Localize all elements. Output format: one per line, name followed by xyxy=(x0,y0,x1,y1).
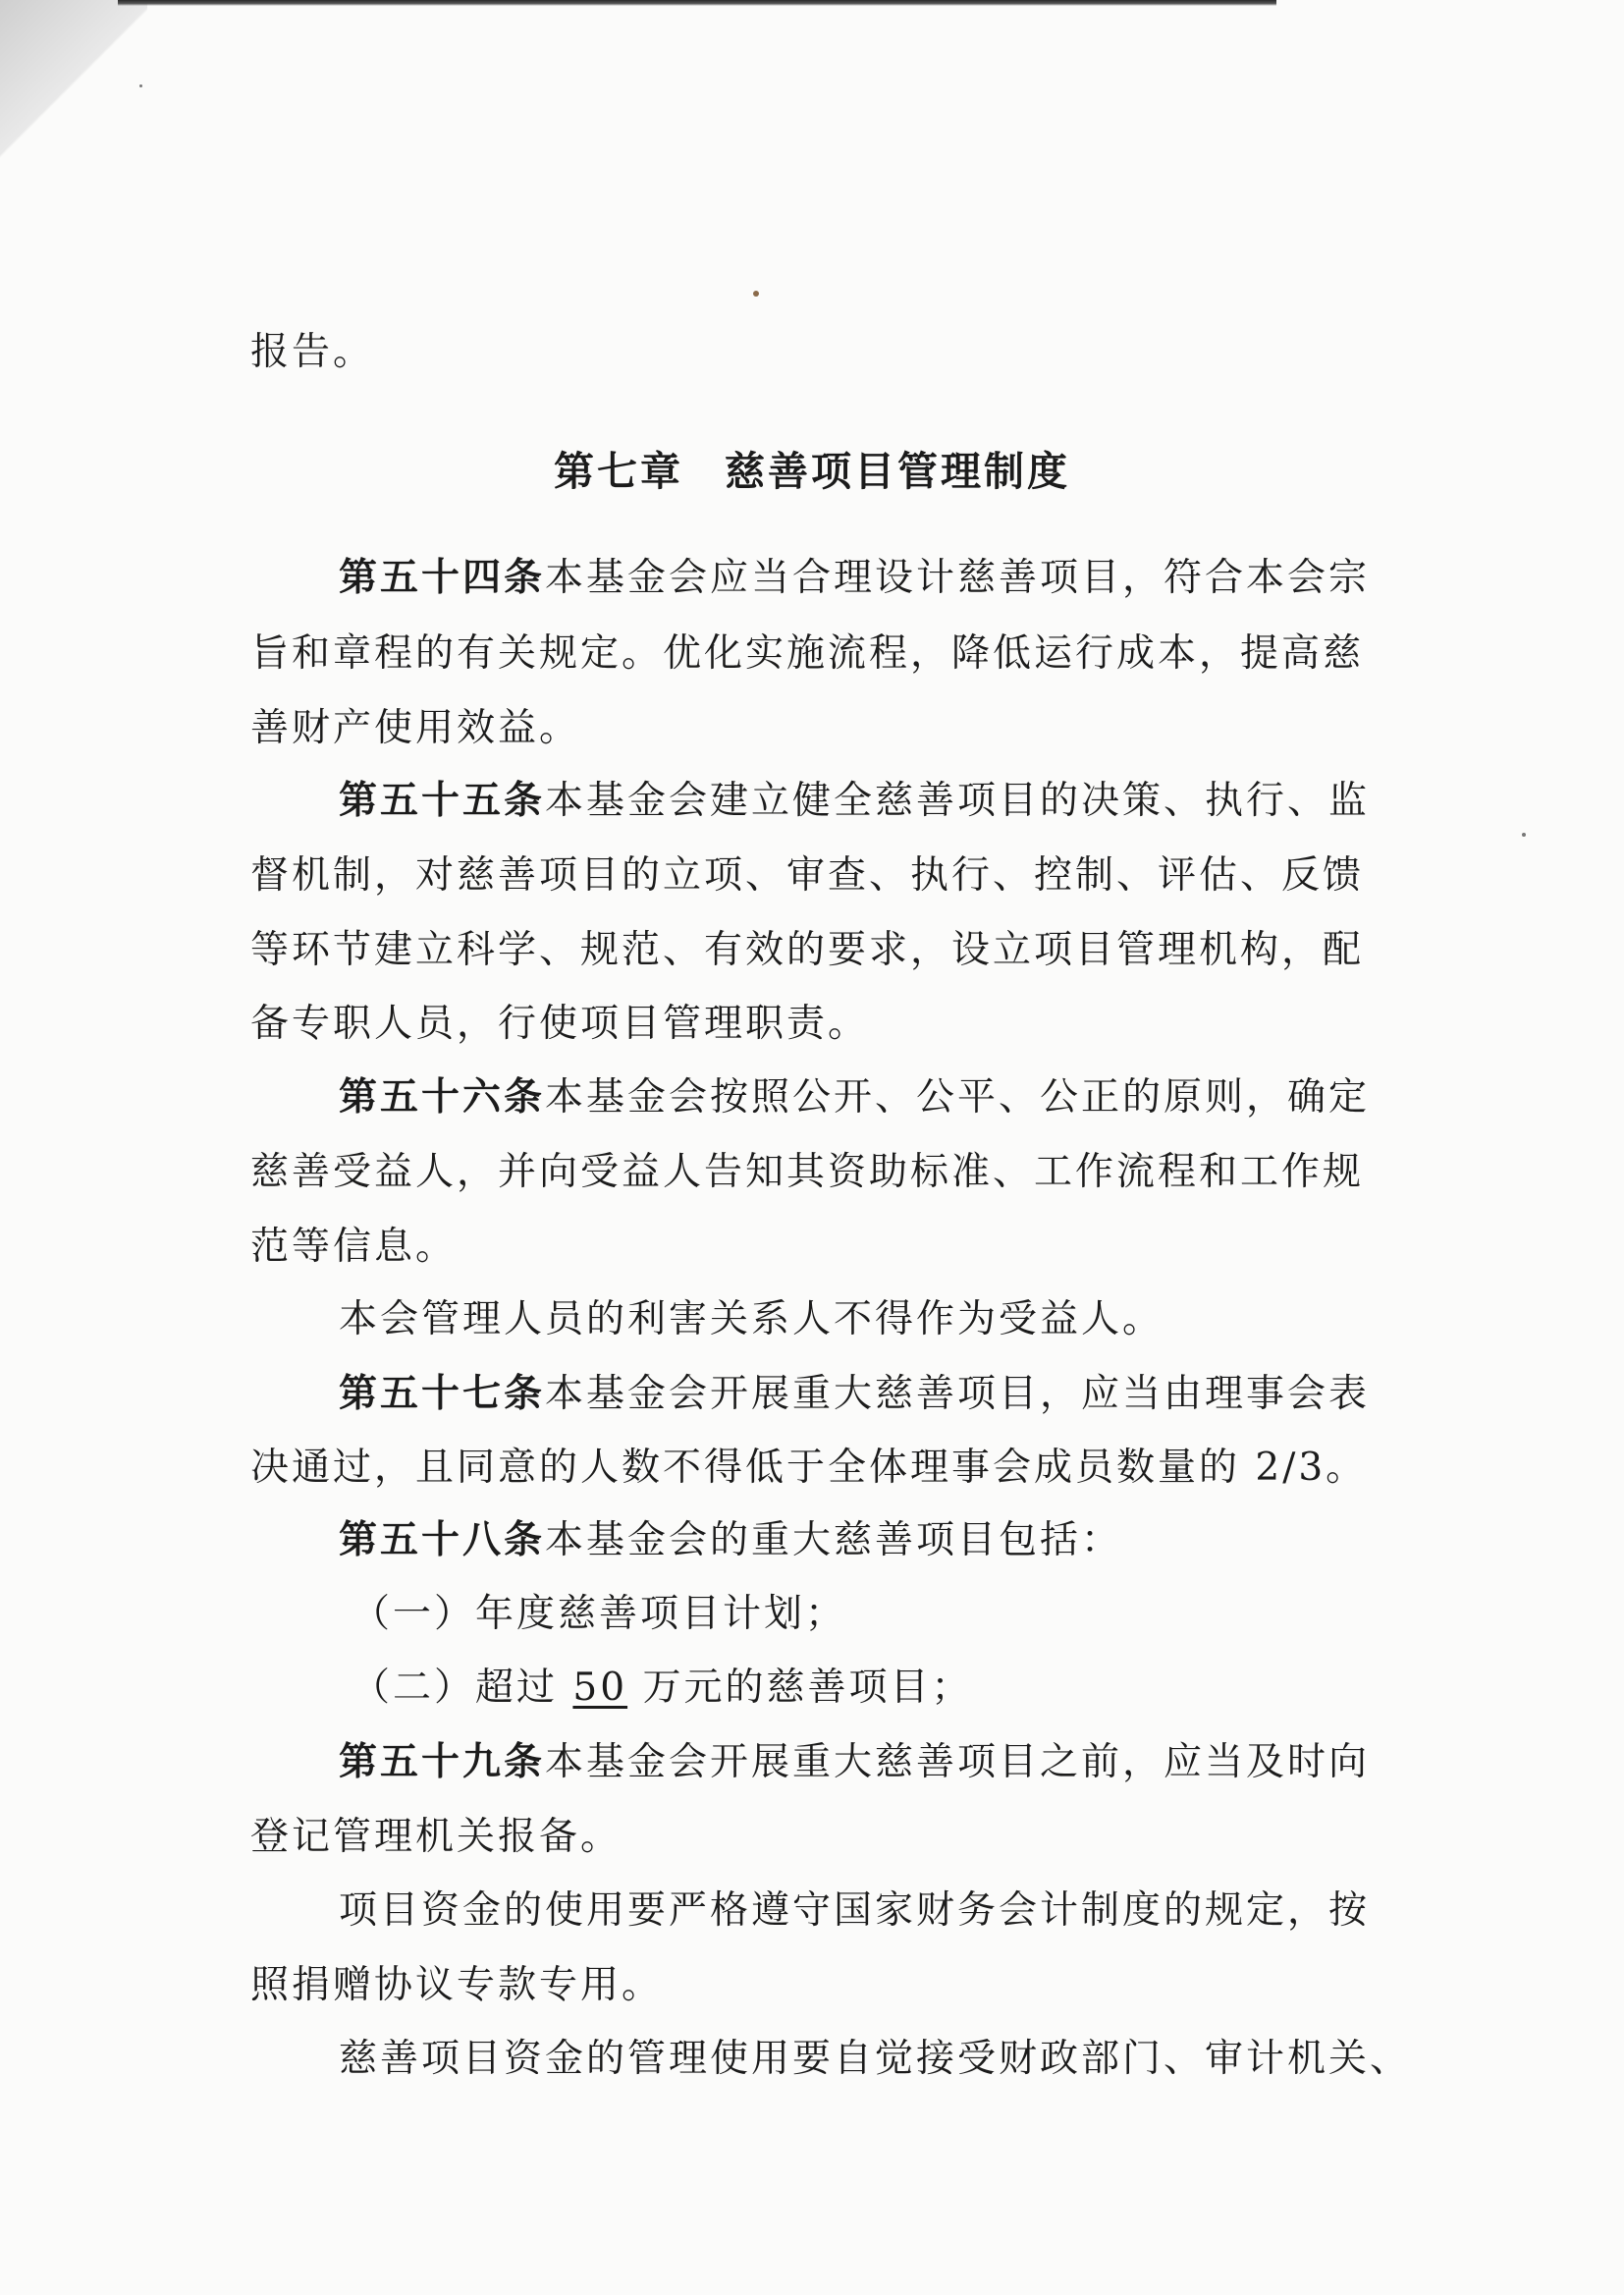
list-item xyxy=(352,1667,972,1710)
article-55-line-3: 等环节建立科学、规范、有效的要求，设立项目管理机构，配 xyxy=(250,928,1365,972)
article-label: 第五十七条 xyxy=(339,1372,546,1416)
carry-over-text: 报告。 xyxy=(250,330,375,374)
article-label: 第五十九条 xyxy=(339,1740,546,1784)
scan-top-edge xyxy=(118,0,1276,6)
article-55-line-4: 备专职人员，行使项目管理职责。 xyxy=(250,1002,870,1046)
article-56-line-1 xyxy=(339,1076,1370,1120)
article-55-line-2: 督机制，对慈善项目的立项、审查、执行、控制、评估、反馈 xyxy=(250,853,1365,898)
list-item xyxy=(352,1593,846,1636)
list-item-text: 年度慈善项目计划； xyxy=(475,1592,847,1636)
article-label: 第五十八条 xyxy=(339,1518,546,1562)
scan-speck xyxy=(1522,833,1526,837)
article-59-line-1 xyxy=(339,1741,1370,1784)
list-item-text-post: 万元的慈善项目； xyxy=(627,1666,973,1710)
article-text: 本基金会开展重大慈善项目之前，应当及时向 xyxy=(545,1740,1371,1784)
article-54-line-3: 善财产使用效益。 xyxy=(250,706,581,750)
article-56-line-2: 慈善受益人，并向受益人告知其资助标准、工作流程和工作规 xyxy=(250,1150,1365,1194)
article-text: 本基金会应当合理设计慈善项目，符合本会宗 xyxy=(545,556,1371,600)
list-item-number: （一） xyxy=(352,1592,476,1636)
article-text: 本基金会的重大慈善项目包括： xyxy=(545,1518,1123,1562)
amount-underlined: 50 xyxy=(572,1666,628,1710)
article-56-line-3: 范等信息。 xyxy=(250,1225,458,1269)
article-text: 本基金会按照公开、公平、公正的原则，确定 xyxy=(545,1075,1371,1120)
article-57-line-2: 决通过，且同意的人数不得低于全体理事会成员数量的 2/3。 xyxy=(250,1446,1368,1490)
article-text: 本基金会开展重大慈善项目，应当由理事会表 xyxy=(545,1372,1371,1416)
paragraph-line: 项目资金的使用要严格遵守国家财务会计制度的规定，按 xyxy=(339,1888,1371,1933)
chapter-number: 第七章 xyxy=(554,448,683,495)
scan-page-corner xyxy=(0,0,147,196)
chapter-title: 慈善项目管理制度 xyxy=(725,448,1070,495)
article-54-line-1 xyxy=(339,557,1370,600)
article-57-line-1 xyxy=(339,1373,1370,1416)
article-55-line-1 xyxy=(339,780,1370,823)
paragraph-line: 慈善项目资金的管理使用要自觉接受财政部门、审计机关、 xyxy=(339,2037,1412,2081)
chapter-heading xyxy=(0,439,1624,497)
list-item-text-pre: 超过 xyxy=(475,1666,573,1710)
article-59-line-2: 登记管理机关报备。 xyxy=(250,1815,623,1859)
article-54-line-2: 旨和章程的有关规定。优化实施流程，降低运行成本，提高慈 xyxy=(250,631,1365,676)
article-text: 本基金会建立健全慈善项目的决策、执行、监 xyxy=(545,779,1371,823)
scan-speck xyxy=(139,84,142,87)
article-58-line-1 xyxy=(339,1519,1122,1562)
article-label: 第五十五条 xyxy=(339,779,546,823)
scan-speck xyxy=(753,291,759,297)
list-item-number: （二） xyxy=(352,1666,476,1710)
article-56-paragraph: 本会管理人员的利害关系人不得作为受益人。 xyxy=(339,1297,1164,1341)
paragraph-line: 照捐赠协议专款专用。 xyxy=(250,1963,664,2007)
article-label: 第五十六条 xyxy=(339,1075,546,1120)
article-label: 第五十四条 xyxy=(339,556,546,600)
